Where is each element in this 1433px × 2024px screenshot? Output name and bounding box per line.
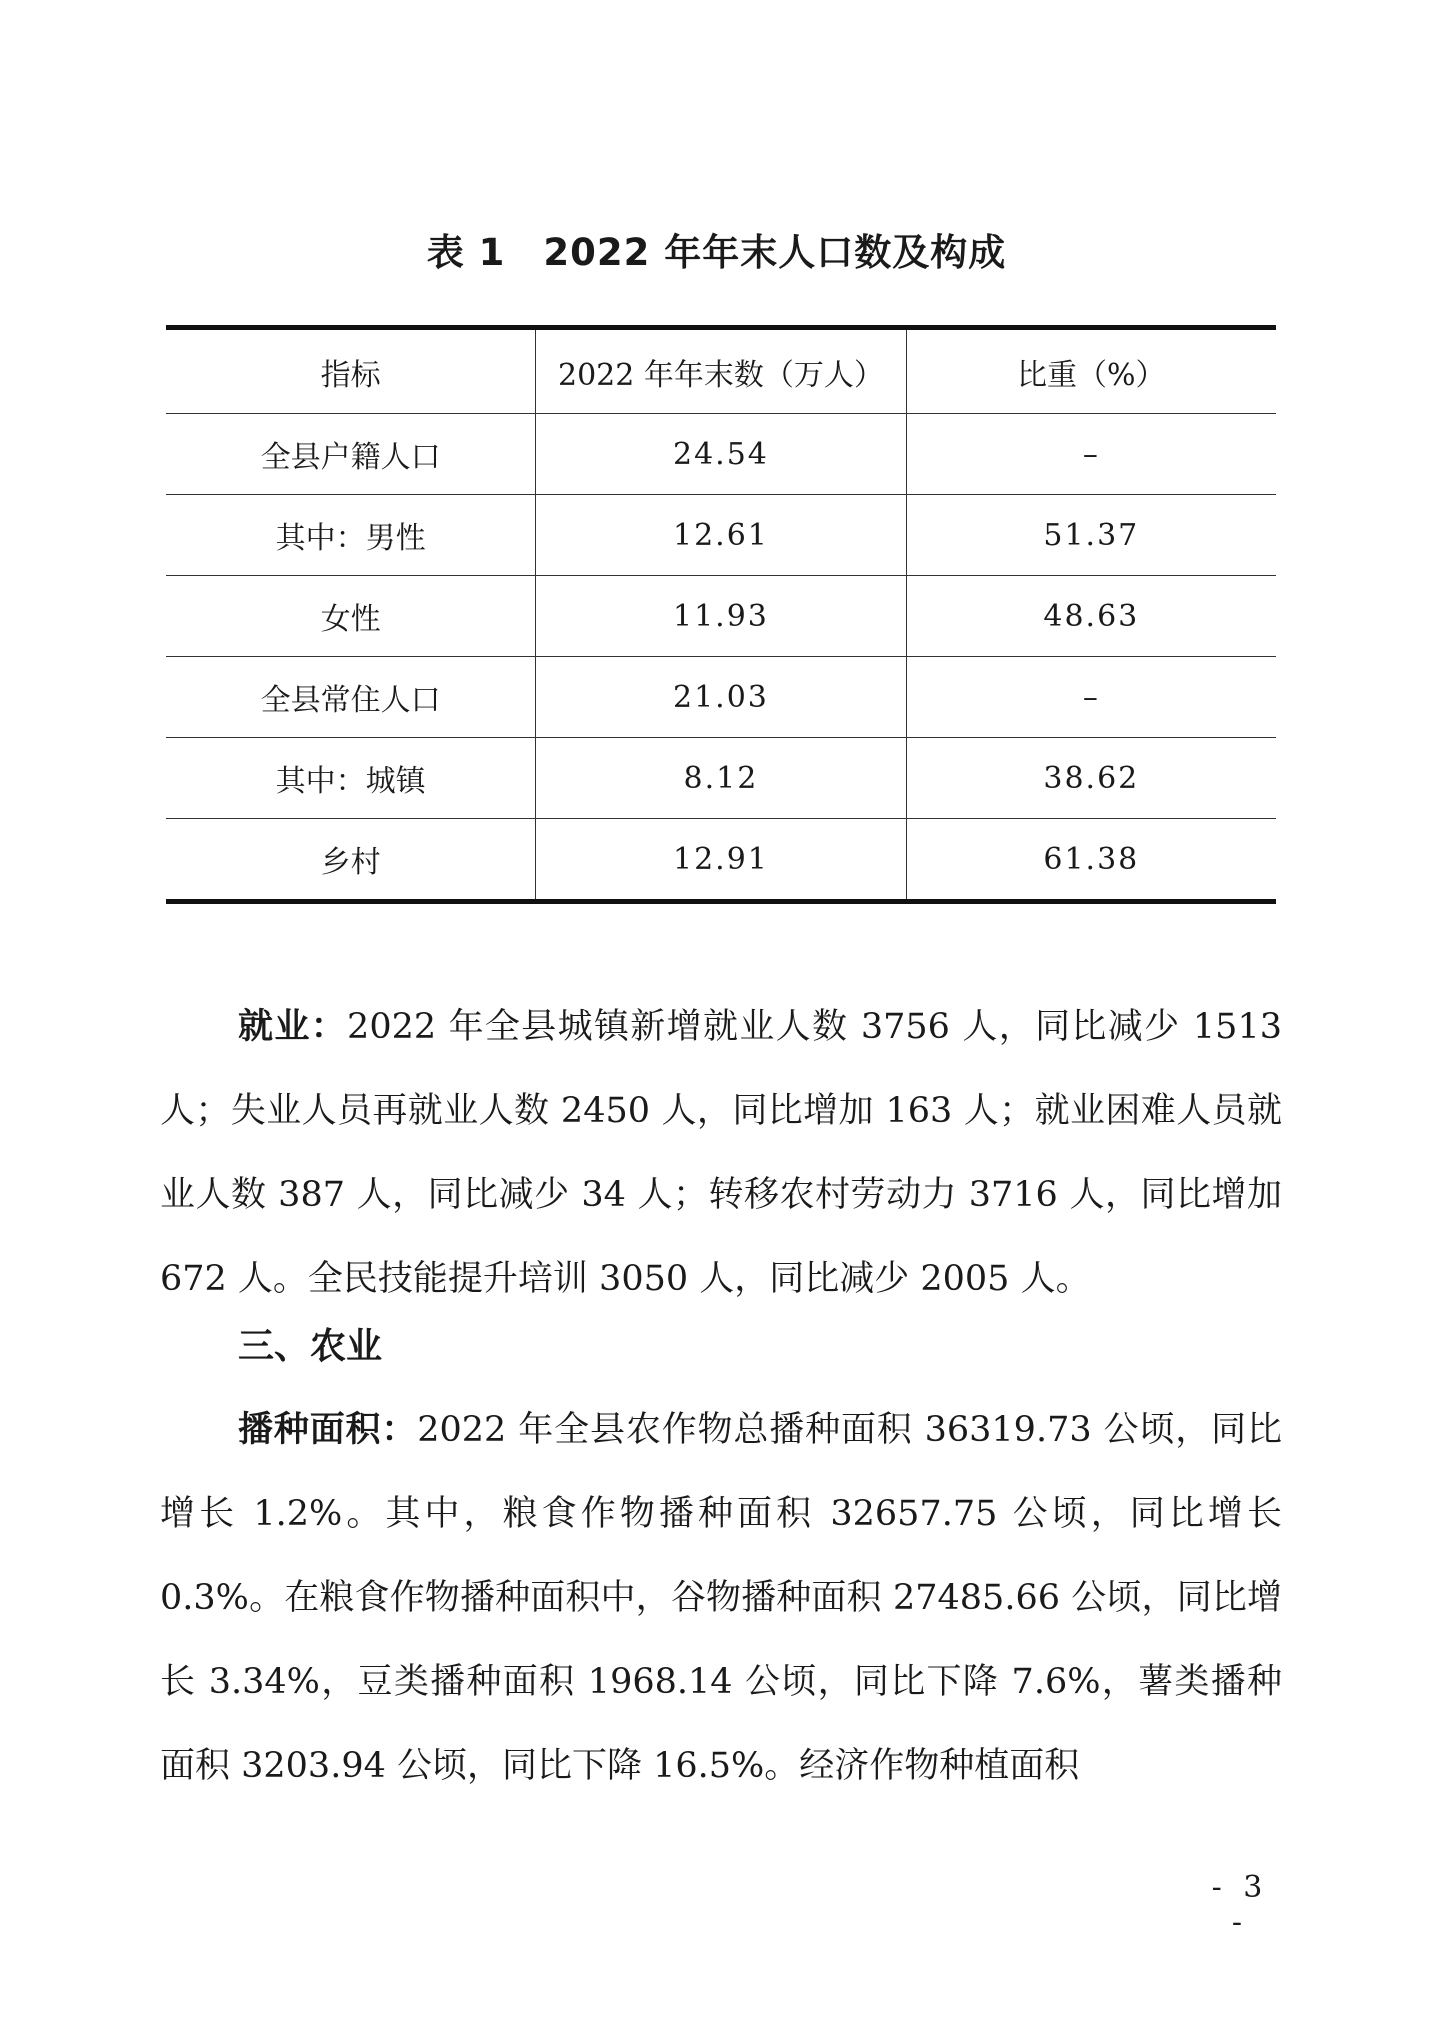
employment-text: 2022 年全县城镇新增就业人数 3756 人，同比减少 1513 人；失业人员再就业人数 2450 人，同比增加 163 人；就业困难人员就业人数 387 人，同比减少 34 人；转移农村劳动力 3716 人，同比增加 672 人。全民技能提升培训 3050 人，同比减少 2005 人。 — [160, 1007, 1282, 1299]
population-table — [166, 325, 1276, 904]
row-proportion: 38.62 — [906, 738, 1276, 819]
row-proportion: 61.38 — [906, 819, 1276, 902]
table-row — [166, 495, 1276, 576]
table-row — [166, 657, 1276, 738]
sowing-label: 播种面积： — [238, 1410, 418, 1450]
section-heading-agriculture: 三、农业 — [238, 1326, 383, 1367]
row-label: 女性 — [166, 576, 536, 657]
row-count: 11.93 — [536, 576, 906, 657]
table-row — [166, 576, 1276, 657]
row-count: 12.61 — [536, 495, 906, 576]
row-proportion: – — [906, 414, 1276, 495]
row-label: 其中：男性 — [166, 495, 536, 576]
row-count: 24.54 — [536, 414, 906, 495]
row-proportion: 48.63 — [906, 576, 1276, 657]
employment-paragraph — [160, 985, 1282, 1321]
table-row — [166, 819, 1276, 902]
column-header-proportion: 比重（%） — [906, 328, 1276, 414]
table-row — [166, 414, 1276, 495]
column-header-yearend-count: 2022 年年末数（万人） — [536, 328, 906, 414]
row-count: 12.91 — [536, 819, 906, 902]
employment-paragraph-block — [160, 985, 1282, 1321]
table-title: 表 1 2022 年年末人口数及构成 — [426, 231, 1007, 274]
column-header-indicator: 指标 — [166, 328, 536, 414]
row-count: 8.12 — [536, 738, 906, 819]
row-proportion: – — [906, 657, 1276, 738]
employment-label: 就业： — [238, 1007, 348, 1047]
table-header-row — [166, 328, 1276, 414]
row-label: 其中：城镇 — [166, 738, 536, 819]
page-number: - 3 - — [1211, 1870, 1269, 1940]
table-row — [166, 738, 1276, 819]
row-label: 全县常住人口 — [166, 657, 536, 738]
row-proportion: 51.37 — [906, 495, 1276, 576]
row-count: 21.03 — [536, 657, 906, 738]
row-label: 全县户籍人口 — [166, 414, 536, 495]
sowing-paragraph — [160, 1388, 1282, 1808]
sowing-text: 2022 年全县农作物总播种面积 36319.73 公顷，同比增长 1.2%。其中，粮食作物播种面积 32657.75 公顷，同比增长 0.3%。在粮食作物播种面积中，谷物播种面积 27485.66 公顷，同比增长 3.34%，豆类播种面积 1968.14 公顷，同比下降 7.6%，薯类播种面积 3203.94 公顷，同比下降 16.5%。经济作物种植面积 — [160, 1410, 1282, 1786]
sowing-paragraph-block — [160, 1388, 1282, 1808]
row-label: 乡村 — [166, 819, 536, 902]
